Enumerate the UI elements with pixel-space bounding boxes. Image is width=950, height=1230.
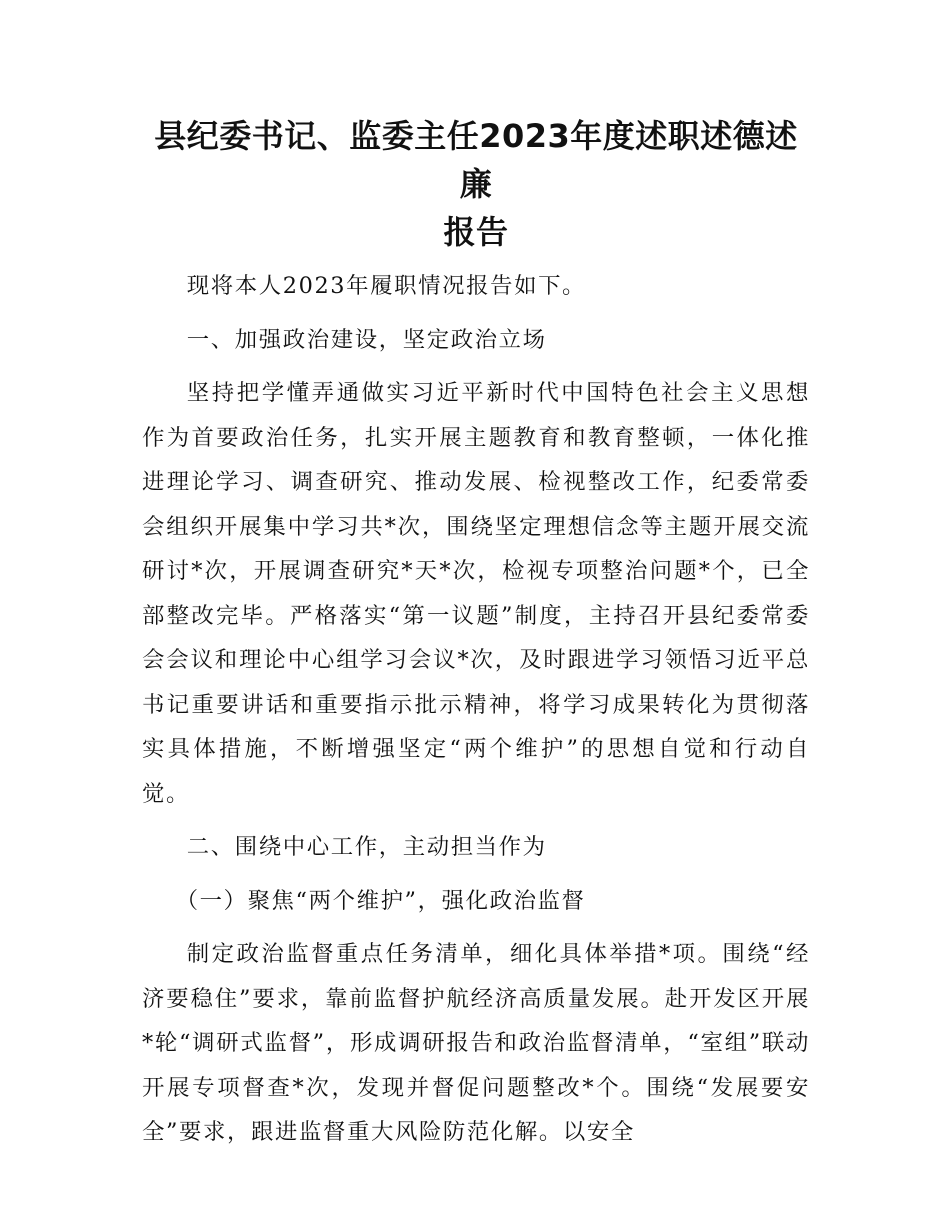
subsection-1-paragraph: 制定政治监督重点任务清单，细化具体举措*项。围绕“经济要稳住”要求，靠前监督护航经济高质量发展。赴开发区开展*轮“调研式监督”，形成调研报告和政治监督清单，“室组”联动开展专项督查*次，发现并督促问题整改*个。围绕“发展要安全”要求，跟进监督重大风险防范化解。以安全 [142,941,810,1145]
document-body [142,112,810,1155]
section-2-heading: 二、围绕中心工作，主动担当作为 [186,834,547,860]
section-1-heading: 一、加强政治建设，坚定政治立场 [186,326,547,353]
title-line-1: 县纪委书记、监委主任2023年度述职述德述廉 [154,117,798,203]
title-line-2: 报告 [443,213,509,251]
intro-paragraph: 现将本人2023年履职情况报告如下。 [186,273,587,299]
subsection-1-heading: （一）聚焦“两个维护”，强化政治监督 [175,887,586,914]
section-1-paragraph: 坚持把学懂弄通做实习近平新时代中国特色社会主义思想作为首要政治任务，扎实开展主题教育和教育整顿，一体化推进理论学习、调查研究、推动发展、检视整改工作，纪委常委会组织开展集中学习共*次，围绕坚定理想信念等主题开展交流研讨*次，开展调查研究*天*次，检视专项整治问题*个，已全部整改完毕。严格落实“第一议题”制度，主持召开县纪委常委会会议和理论中心组学习会议*次，及时跟进学习领悟习近平总书记重要讲话和重要指示批示精神，将学习成果转化为贯彻落实具体措施，不断增强坚定“两个维护”的思想自觉和行动自觉。 [142,380,810,807]
document-title [142,112,810,256]
